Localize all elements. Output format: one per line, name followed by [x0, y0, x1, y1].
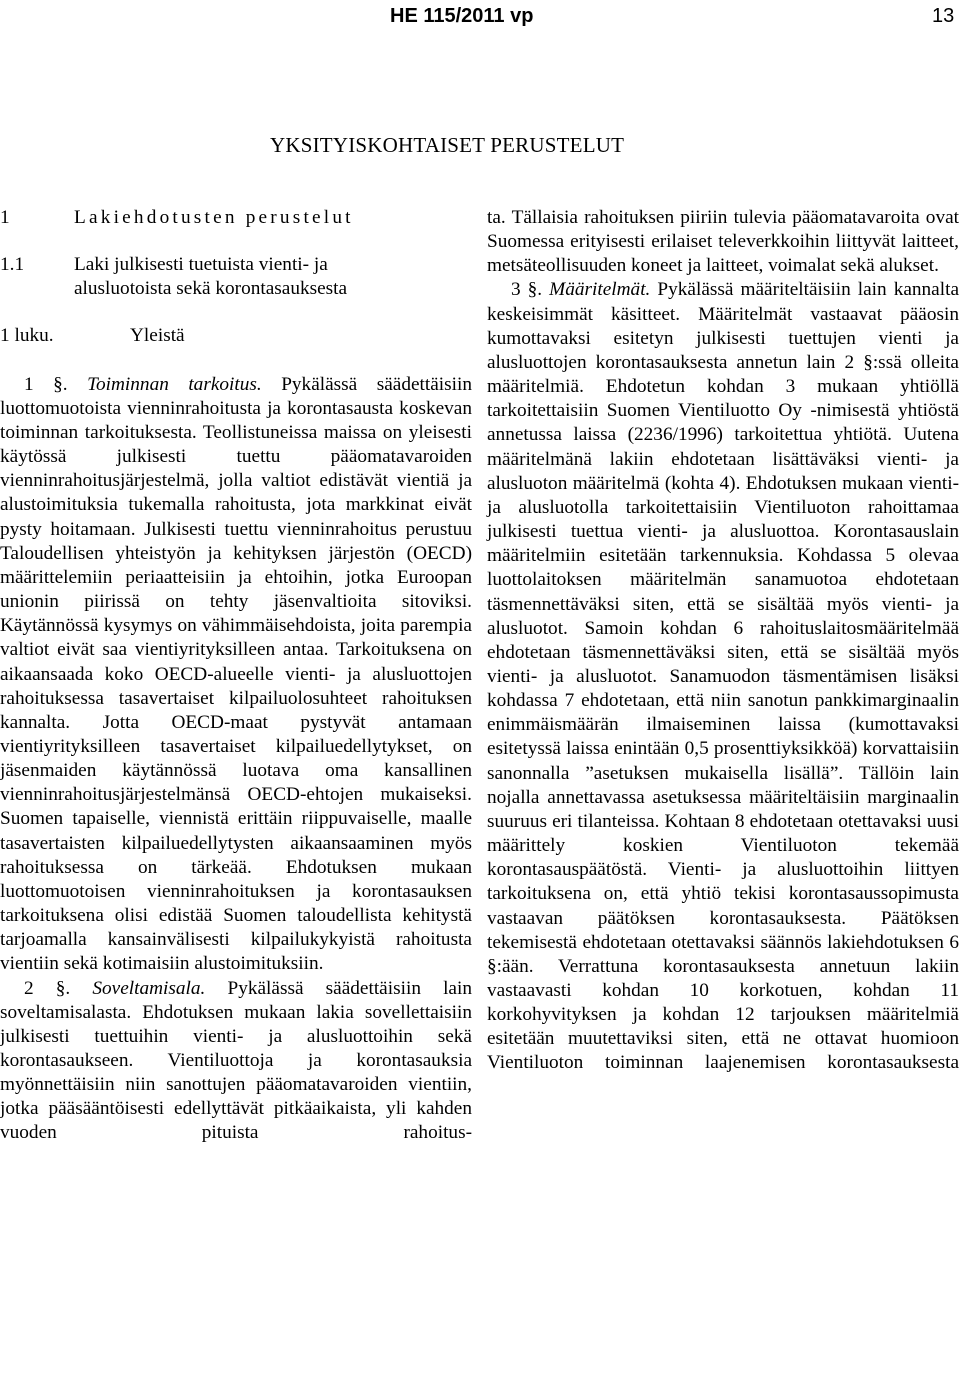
subheading-line-2: alusluotoista sekä korontasauksesta [74, 278, 348, 300]
page-number: 13 [932, 5, 955, 27]
section-2-number: 2 §. [24, 977, 71, 999]
chapter-heading [0, 324, 472, 348]
right-column [487, 206, 959, 1076]
section-1-title: Toiminnan tarkoitus. [87, 373, 262, 395]
page-title: YKSITYISKOHTAISET PERUSTELUT [270, 133, 625, 157]
chapter-title: Yleistä [130, 325, 185, 347]
chapter-label: 1 luku. [0, 325, 54, 347]
section-1-paragraph [0, 373, 472, 977]
section-2-paragraph [0, 977, 472, 1146]
section-3-title: Määritelmät. [549, 279, 651, 301]
section-3-body: Pykälässä määriteltäisiin lain kannalta keskeisimmät käsitteet. Määritelmät vastaavat pääosin kumottavaksi esitetyn julkisesti tuettujen vienti ja alusluottojen korontasauksesta annetun lain 2 §:ssä olleita määritelmiä. Ehdotetun kohdan 3 mukaan yhtiöllä tarkoitettaisiin Suomen Vientiluotto Oy -nimisestä yhtiöstä annetussa laissa (2236/1996) tarkoitettua yhtiötä. Uutena määritelmänä lakiin ehdotetaan lisättäväksi vienti- ja alusluoton määritelmä (kohta 4). Ehdotuksen mukaan vienti- ja alusluotolla tarkoitettaisiin Vientiluoton rahoittamaa julkisesti tuettua vienti- ja alusluottoa. Korontasauslain määritelmiin esitetään tarkennuksia. Kohdassa 5 olevaa luottolaitoksen määritelmän sanamuotoa ehdotetaan täsmennettäväksi siten, että se sisältää myös vienti- ja alusluotot. Samoin kohdan 6 rahoituslaitosmääritelmää ehdotetaan täsmennettäväksi siten, että se sisältää myös vienti- ja alusluotot. Sanamuodon täsmentämisen lisäksi kohdassa 7 ehdotetaan, että niin sanotun pankkimarginaalin enimmäismäärän ilmaiseminen laissa (kumottavaksi esitetyssä laissa enintään 0,5 prosenttiyksikköä) korvattaisiin sanonnalla ”asetuksen mukaisella lisällä”. Tällöin lain nojalla annettavassa asetuksessa määriteltäisiin marginaalin suuruus eri tilanteissa. Kohtaan 8 ehdotetaan otettavaksi uusi määrittely koskien Vientiluoton tekemää korontasauspäätöstä. Vienti- ja alusluottoihin liittyen tarkoituksena on, että yhtiö tekisi korontasaussopimusta vastaavan päätöksen korontasauksesta. Päätöksen tekemisestä ehdotetaan otettavaksi säännös lakiehdotuksen 6 §:ään. Verrattuna korontasauksesta annetuun lakiin vastaavasti kohdan 10 korkotuen, kohdan 11 korkohyvityksen ja kohdan 12 tarjouksen määritelmiä esitetään muutettaviksi siten, että ne ottavat huomioon Vientiluoton toiminnan laajenemisen korontasauksesta [487, 279, 960, 1074]
left-column [0, 206, 472, 1146]
section-1-body: Pykälässä säädettäisiin luottomuotoista vienninrahoitusta ja korontasausta koskevan toiminnan tarkoituksesta. Teollistuneissa maissa on yleisesti käytössä julkisesti tuettu pääomatavaroiden vienninrahoitusjärjestelmä, jolla valtiot edistävät vientiä ja alustoimituksia tukemalla rahoitusta, jota markkinat eivät pysty hoitamaan. Julkisesti tuettu vienninrahoitus perustuu Taloudellisen yhteistyön ja kehityksen järjestön (OECD) määrittelemiin periaatteisiin ja ehtoihin, jotka Euroopan unionin piirissä on tehty jäsenvaltioita sitoviksi. Käytännössä kysymys on vähimmäisehdoista, joita parempia valtiot eivät saa vientiyrityksilleen antaa. Tarkoituksena on aikaansaada koko OECD-alueelle vienti- ja alusluottojen rahoituksessa tasavertaiset kilpailuolosuhteet rahoituksen kannalta. Jotta OECD-maat pystyvät antamaan vientiyrityksilleen tasavertaiset kilpailuedellytykset, on jäsenmaiden käytännössä luotava oma kansallinen vienninrahoitusjärjestelmänsä OECD-ehtojen mukaiseksi. Suomen tapaiselle, viennistä erittäin riippuvaiselle, maalle tasavertaisten kilpailuedellytysten aikaansaaminen myös rahoituksessa on tärkeää. Ehdotuksen mukaan luottomuotoisen vienninrahoituksen ja korontasauksen tarkoituksena olisi edistää Suomen taloudellista kehitystä tarjoamalla kansainvälisesti kilpailukykyistä rahoitusta vientiin sekä kotimaisiin alustoimituksiin. [0, 373, 473, 975]
section-1-number: 1 §. [24, 373, 68, 395]
section-3-paragraph [487, 278, 959, 1075]
section-3-number: 3 §. [511, 279, 543, 301]
heading-text: Lakiehdotusten perustelut [74, 207, 354, 228]
section-2-body: Pykälässä säädettäisiin lain soveltamisalasta. Ehdotuksen mukaan lakia sovellettaisiin julkisesti tuettuihin vienti- ja alusluottoihin sekä korontasaukseen. Vientiluottoja ja korontasauksia myönnettäisiin niin sanottujen pääomatavaroiden vientiin, jotka pääsääntöisesti edellyttävät pitkäaikaista, yli kahden vuoden pituista rahoitus- [0, 977, 472, 1144]
subheading-line-1: Laki julkisesti tuetuista vienti- ja [74, 254, 328, 276]
heading-number: 1 [0, 207, 10, 228]
continuation-paragraph: ta. Tällaisia rahoituksen piiriin tulevia pääomatavaroita ovat Suomessa erityisesti erilaiset televerkkoihin liittyvät laitteet, metsäteollisuuden koneet ja laitteet, voimalat sekä alukset. [487, 207, 959, 277]
subheading-number: 1.1 [0, 254, 25, 276]
section-2-title: Soveltamisala. [92, 977, 206, 999]
document-id: HE 115/2011 vp [390, 5, 534, 27]
section-heading-1 [0, 206, 472, 230]
subsection-heading-1-1 [0, 253, 472, 301]
